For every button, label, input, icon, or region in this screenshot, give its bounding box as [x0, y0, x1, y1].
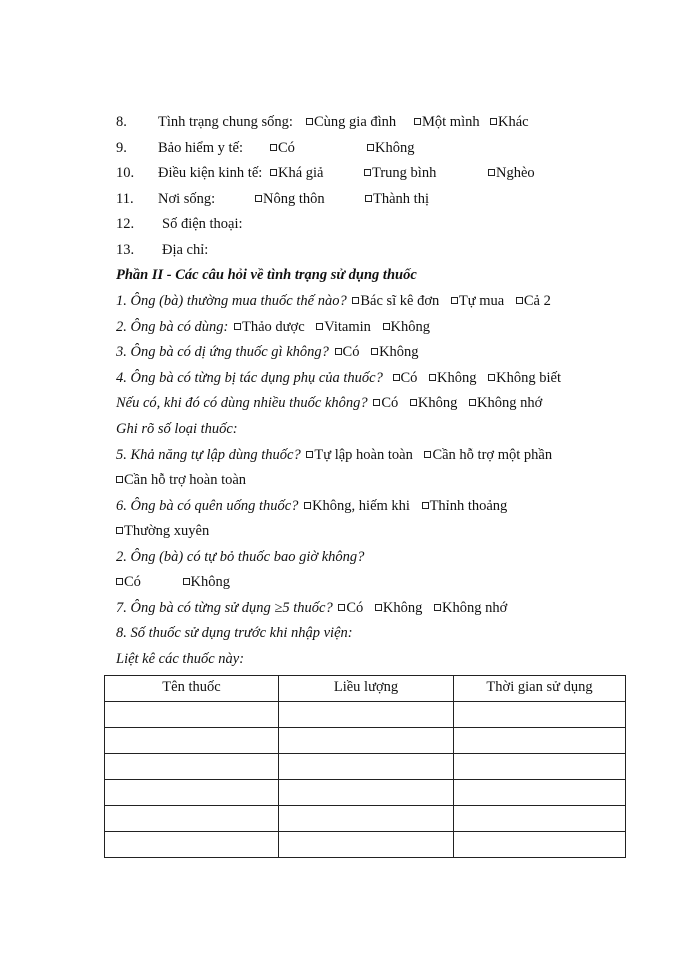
option-yes[interactable]: Có — [336, 600, 363, 616]
checkbox-icon[interactable] — [306, 451, 313, 458]
option-urban[interactable]: Thành thị — [363, 188, 429, 210]
option-both[interactable]: Cả 2 — [514, 293, 551, 309]
checkbox-icon[interactable] — [352, 297, 359, 304]
option-rural[interactable]: Nông thôn — [253, 188, 325, 210]
medication-table — [104, 675, 626, 858]
question-text: 6. Ông bà có quên uống thuốc? — [116, 498, 299, 514]
checkbox-icon[interactable] — [316, 323, 323, 330]
checkbox-icon[interactable] — [338, 604, 345, 611]
checkbox-icon[interactable] — [410, 399, 417, 406]
checkbox-icon[interactable] — [393, 374, 400, 381]
item-label: Địa chỉ: — [162, 242, 209, 258]
checkbox-icon[interactable] — [371, 348, 378, 355]
table-row — [105, 754, 626, 780]
table-cell[interactable] — [279, 780, 454, 806]
checkbox-icon[interactable] — [490, 118, 497, 125]
table-header-row — [105, 676, 626, 702]
option-no[interactable]: Không — [365, 137, 414, 159]
item-number: 13. — [116, 242, 135, 258]
question-buy-medicine — [116, 290, 551, 312]
checkbox-icon[interactable] — [116, 527, 123, 534]
question-drug-count-before-admission: 8. Số thuốc sử dụng trước khi nhập viện: — [116, 625, 353, 641]
checkbox-icon[interactable] — [183, 578, 190, 585]
question-stop-medicine-options — [116, 571, 230, 593]
item-number: 11. — [116, 191, 134, 207]
option-no[interactable]: Không — [181, 574, 230, 590]
question-forget-medicine — [116, 495, 507, 517]
checkbox-icon[interactable] — [429, 374, 436, 381]
column-header-drug-name: Tên thuốc — [105, 676, 279, 702]
list-drugs-label: Liệt kê các thuốc này: — [116, 651, 245, 667]
option-dont-know[interactable]: Không biết — [486, 370, 561, 386]
checkbox-icon[interactable] — [434, 604, 441, 611]
question-text: 4. Ông bà có từng bị tác dụng phụ của thuốc? — [116, 370, 383, 386]
checkbox-icon[interactable] — [516, 297, 523, 304]
option-vitamin[interactable]: Vitamin — [314, 319, 371, 335]
question-self-reliance-cont — [116, 469, 246, 491]
item-label: Điều kiện kinh tế: — [158, 165, 263, 181]
option-no[interactable]: Không — [369, 344, 418, 360]
question-forget-medicine-cont — [116, 520, 209, 542]
section-title: Phần II - Các câu hỏi về tình trạng sử dụng thuốc — [116, 267, 417, 283]
question-five-drugs — [116, 597, 507, 619]
item-number: 12. — [116, 216, 135, 232]
question-side-effects — [116, 367, 561, 389]
option-no[interactable]: Không — [373, 600, 422, 616]
table-row — [105, 832, 626, 858]
table-body — [105, 702, 626, 858]
checkbox-icon[interactable] — [469, 399, 476, 406]
checkbox-icon[interactable] — [335, 348, 342, 355]
option-no[interactable]: Không — [408, 395, 457, 411]
item-label: Bảo hiểm y tế: — [158, 140, 243, 156]
table-cell[interactable] — [454, 702, 626, 728]
item-label: Số điện thoại: — [162, 216, 243, 232]
table-cell[interactable] — [279, 832, 454, 858]
option-yes[interactable]: Có — [391, 370, 418, 386]
item-number: 9. — [116, 140, 127, 156]
checkbox-icon[interactable] — [234, 323, 241, 330]
option-none[interactable]: Không — [381, 319, 430, 335]
option-fully-independent[interactable]: Tự lập hoàn toàn — [304, 447, 412, 463]
checkbox-icon[interactable] — [270, 169, 277, 176]
option-herbal[interactable]: Thảo dược — [232, 319, 305, 335]
table-cell[interactable] — [454, 780, 626, 806]
option-no[interactable]: Không — [427, 370, 476, 386]
checkbox-icon[interactable] — [488, 169, 495, 176]
question-text: Nếu có, khi đó có dùng nhiều thuốc không? — [116, 395, 368, 411]
table-cell[interactable] — [454, 806, 626, 832]
option-dont-remember[interactable]: Không nhớ — [467, 395, 542, 411]
question-text: 3. Ông bà có dị ứng thuốc gì không? — [116, 344, 329, 360]
option-prescription[interactable]: Bác sĩ kê đơn — [350, 293, 439, 309]
table-cell[interactable] — [454, 754, 626, 780]
checkbox-icon[interactable] — [255, 195, 262, 202]
table-cell[interactable] — [105, 806, 279, 832]
table-row — [105, 728, 626, 754]
question-text: 5. Khả năng tự lập dùng thuốc? — [116, 447, 301, 463]
checkbox-icon[interactable] — [373, 399, 380, 406]
option-yes[interactable]: Có — [371, 395, 398, 411]
checkbox-icon[interactable] — [367, 144, 374, 151]
table-row — [105, 780, 626, 806]
question-self-reliance — [116, 444, 552, 466]
checkbox-icon[interactable] — [270, 144, 277, 151]
option-with-family[interactable]: Cùng gia đình — [304, 111, 396, 133]
table-cell[interactable] — [105, 702, 279, 728]
item-label: Tình trạng chung sống: — [158, 114, 293, 130]
drug-count-note: Ghi rõ số loại thuốc: — [116, 421, 238, 437]
option-other[interactable]: Khác — [488, 111, 529, 133]
option-full-support[interactable]: Cần hỗ trợ hoàn toàn — [116, 472, 246, 488]
table-cell[interactable] — [105, 728, 279, 754]
question-text: 2. Ông bà có dùng: — [116, 319, 229, 335]
table-cell[interactable] — [279, 754, 454, 780]
question-supplements — [116, 316, 430, 338]
checkbox-icon[interactable] — [304, 502, 311, 509]
column-header-duration: Thời gian sử dụng — [454, 676, 626, 702]
item-label: Nơi sống: — [158, 191, 216, 207]
option-yes[interactable]: Có — [116, 574, 141, 590]
item-number: 8. — [116, 114, 127, 130]
table-cell[interactable] — [279, 728, 454, 754]
table-cell[interactable] — [105, 780, 279, 806]
option-rarely[interactable]: Không, hiếm khi — [302, 498, 410, 514]
option-partial-support[interactable]: Cần hỗ trợ một phần — [422, 447, 552, 463]
table-cell[interactable] — [279, 702, 454, 728]
checkbox-icon[interactable] — [488, 374, 495, 381]
option-self-buy[interactable]: Tự mua — [449, 293, 504, 309]
option-yes[interactable]: Có — [268, 137, 295, 159]
table-row — [105, 806, 626, 832]
option-sometimes[interactable]: Thỉnh thoảng — [420, 498, 508, 514]
question-text: 1. Ông (bà) thường mua thuốc thế nào? — [116, 293, 347, 309]
question-allergy — [116, 341, 419, 363]
checkbox-icon[interactable] — [365, 195, 372, 202]
table-cell[interactable] — [454, 728, 626, 754]
checkbox-icon[interactable] — [424, 451, 431, 458]
option-poor[interactable]: Nghèo — [486, 162, 535, 184]
option-average[interactable]: Trung bình — [362, 162, 436, 184]
table-row — [105, 702, 626, 728]
checkbox-icon[interactable] — [116, 578, 123, 585]
checkbox-icon[interactable] — [422, 502, 429, 509]
checkbox-icon[interactable] — [451, 297, 458, 304]
checkbox-icon[interactable] — [383, 323, 390, 330]
option-often[interactable]: Thường xuyên — [116, 523, 209, 539]
table-cell[interactable] — [454, 832, 626, 858]
option-alone[interactable]: Một mình — [412, 111, 480, 133]
question-text: 7. Ông bà có từng sử dụng ≥5 thuốc? — [116, 600, 333, 616]
column-header-dosage: Liều lượng — [279, 676, 454, 702]
checkbox-icon[interactable] — [116, 476, 123, 483]
table-cell[interactable] — [105, 832, 279, 858]
question-stop-medicine: 2. Ông (bà) có tự bỏ thuốc bao giờ không? — [116, 549, 365, 565]
question-multiple-drugs-followup — [116, 392, 542, 414]
checkbox-icon[interactable] — [375, 604, 382, 611]
item-number: 10. — [116, 165, 135, 181]
checkbox-icon[interactable] — [414, 118, 421, 125]
option-dont-remember[interactable]: Không nhớ — [432, 600, 507, 616]
table-cell[interactable] — [279, 806, 454, 832]
checkbox-icon[interactable] — [364, 169, 371, 176]
checkbox-icon[interactable] — [306, 118, 313, 125]
table-cell[interactable] — [105, 754, 279, 780]
option-well-off[interactable]: Khá giả — [268, 162, 324, 184]
option-yes[interactable]: Có — [333, 344, 360, 360]
